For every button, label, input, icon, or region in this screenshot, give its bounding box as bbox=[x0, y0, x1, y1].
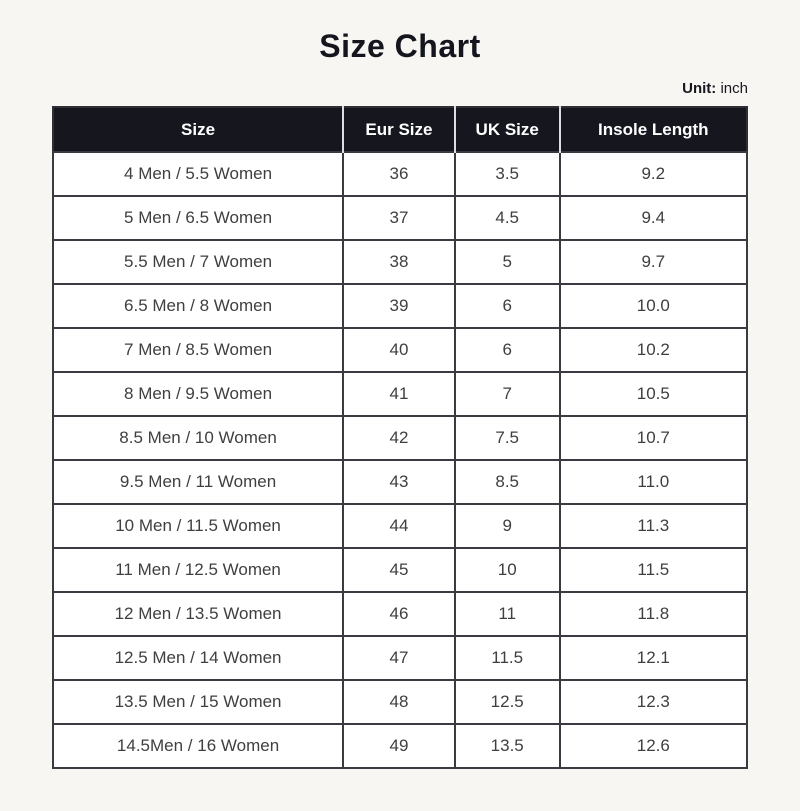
cell-eur-size: 36 bbox=[343, 152, 455, 196]
cell-size: 12.5 Men / 14 Women bbox=[53, 636, 343, 680]
cell-insole-length: 11.3 bbox=[560, 504, 747, 548]
cell-insole-length: 9.7 bbox=[560, 240, 747, 284]
cell-eur-size: 48 bbox=[343, 680, 455, 724]
unit-value: inch bbox=[720, 80, 748, 97]
cell-uk-size: 9 bbox=[455, 504, 560, 548]
cell-eur-size: 45 bbox=[343, 548, 455, 592]
cell-size: 12 Men / 13.5 Women bbox=[53, 592, 343, 636]
cell-uk-size: 10 bbox=[455, 548, 560, 592]
table-row bbox=[53, 240, 747, 284]
table-row bbox=[53, 592, 747, 636]
cell-insole-length: 10.5 bbox=[560, 372, 747, 416]
cell-insole-length: 11.5 bbox=[560, 548, 747, 592]
cell-uk-size: 8.5 bbox=[455, 460, 560, 504]
cell-size: 6.5 Men / 8 Women bbox=[53, 284, 343, 328]
cell-size: 14.5Men / 16 Women bbox=[53, 724, 343, 768]
cell-eur-size: 42 bbox=[343, 416, 455, 460]
chart-container bbox=[52, 80, 748, 769]
table-header bbox=[53, 107, 747, 152]
cell-uk-size: 3.5 bbox=[455, 152, 560, 196]
cell-insole-length: 10.0 bbox=[560, 284, 747, 328]
cell-size: 10 Men / 11.5 Women bbox=[53, 504, 343, 548]
cell-eur-size: 43 bbox=[343, 460, 455, 504]
unit-label: Unit: bbox=[682, 80, 717, 97]
cell-eur-size: 49 bbox=[343, 724, 455, 768]
table-row bbox=[53, 196, 747, 240]
cell-uk-size: 11 bbox=[455, 592, 560, 636]
table-row bbox=[53, 724, 747, 768]
cell-size: 4 Men / 5.5 Women bbox=[53, 152, 343, 196]
cell-insole-length: 10.7 bbox=[560, 416, 747, 460]
header-row bbox=[53, 107, 747, 152]
cell-uk-size: 6 bbox=[455, 284, 560, 328]
cell-size: 13.5 Men / 15 Women bbox=[53, 680, 343, 724]
cell-uk-size: 7 bbox=[455, 372, 560, 416]
cell-insole-length: 11.8 bbox=[560, 592, 747, 636]
cell-size: 7 Men / 8.5 Women bbox=[53, 328, 343, 372]
cell-insole-length: 12.6 bbox=[560, 724, 747, 768]
cell-eur-size: 40 bbox=[343, 328, 455, 372]
cell-insole-length: 11.0 bbox=[560, 460, 747, 504]
cell-size: 8 Men / 9.5 Women bbox=[53, 372, 343, 416]
cell-eur-size: 44 bbox=[343, 504, 455, 548]
cell-uk-size: 12.5 bbox=[455, 680, 560, 724]
cell-size: 11 Men / 12.5 Women bbox=[53, 548, 343, 592]
unit-note bbox=[52, 80, 748, 97]
table-row bbox=[53, 460, 747, 504]
table-row bbox=[53, 548, 747, 592]
page-title: Size Chart bbox=[319, 28, 481, 64]
table-row bbox=[53, 504, 747, 548]
cell-uk-size: 11.5 bbox=[455, 636, 560, 680]
cell-insole-length: 12.3 bbox=[560, 680, 747, 724]
size-chart-table bbox=[52, 106, 748, 769]
column-header-eur-size: Eur Size bbox=[343, 107, 455, 152]
cell-uk-size: 13.5 bbox=[455, 724, 560, 768]
table-row bbox=[53, 636, 747, 680]
table-body bbox=[53, 152, 747, 768]
cell-eur-size: 47 bbox=[343, 636, 455, 680]
cell-uk-size: 6 bbox=[455, 328, 560, 372]
cell-uk-size: 7.5 bbox=[455, 416, 560, 460]
table-row bbox=[53, 680, 747, 724]
cell-eur-size: 38 bbox=[343, 240, 455, 284]
cell-insole-length: 9.2 bbox=[560, 152, 747, 196]
cell-uk-size: 5 bbox=[455, 240, 560, 284]
table-row bbox=[53, 284, 747, 328]
table-row bbox=[53, 372, 747, 416]
cell-eur-size: 41 bbox=[343, 372, 455, 416]
cell-size: 9.5 Men / 11 Women bbox=[53, 460, 343, 504]
cell-insole-length: 9.4 bbox=[560, 196, 747, 240]
table-row bbox=[53, 152, 747, 196]
cell-insole-length: 12.1 bbox=[560, 636, 747, 680]
cell-size: 5.5 Men / 7 Women bbox=[53, 240, 343, 284]
table-row bbox=[53, 328, 747, 372]
cell-eur-size: 37 bbox=[343, 196, 455, 240]
cell-insole-length: 10.2 bbox=[560, 328, 747, 372]
column-header-size: Size bbox=[53, 107, 343, 152]
cell-uk-size: 4.5 bbox=[455, 196, 560, 240]
column-header-insole-length: Insole Length bbox=[560, 107, 747, 152]
column-header-uk-size: UK Size bbox=[455, 107, 560, 152]
cell-size: 5 Men / 6.5 Women bbox=[53, 196, 343, 240]
cell-eur-size: 46 bbox=[343, 592, 455, 636]
cell-eur-size: 39 bbox=[343, 284, 455, 328]
table-row bbox=[53, 416, 747, 460]
cell-size: 8.5 Men / 10 Women bbox=[53, 416, 343, 460]
